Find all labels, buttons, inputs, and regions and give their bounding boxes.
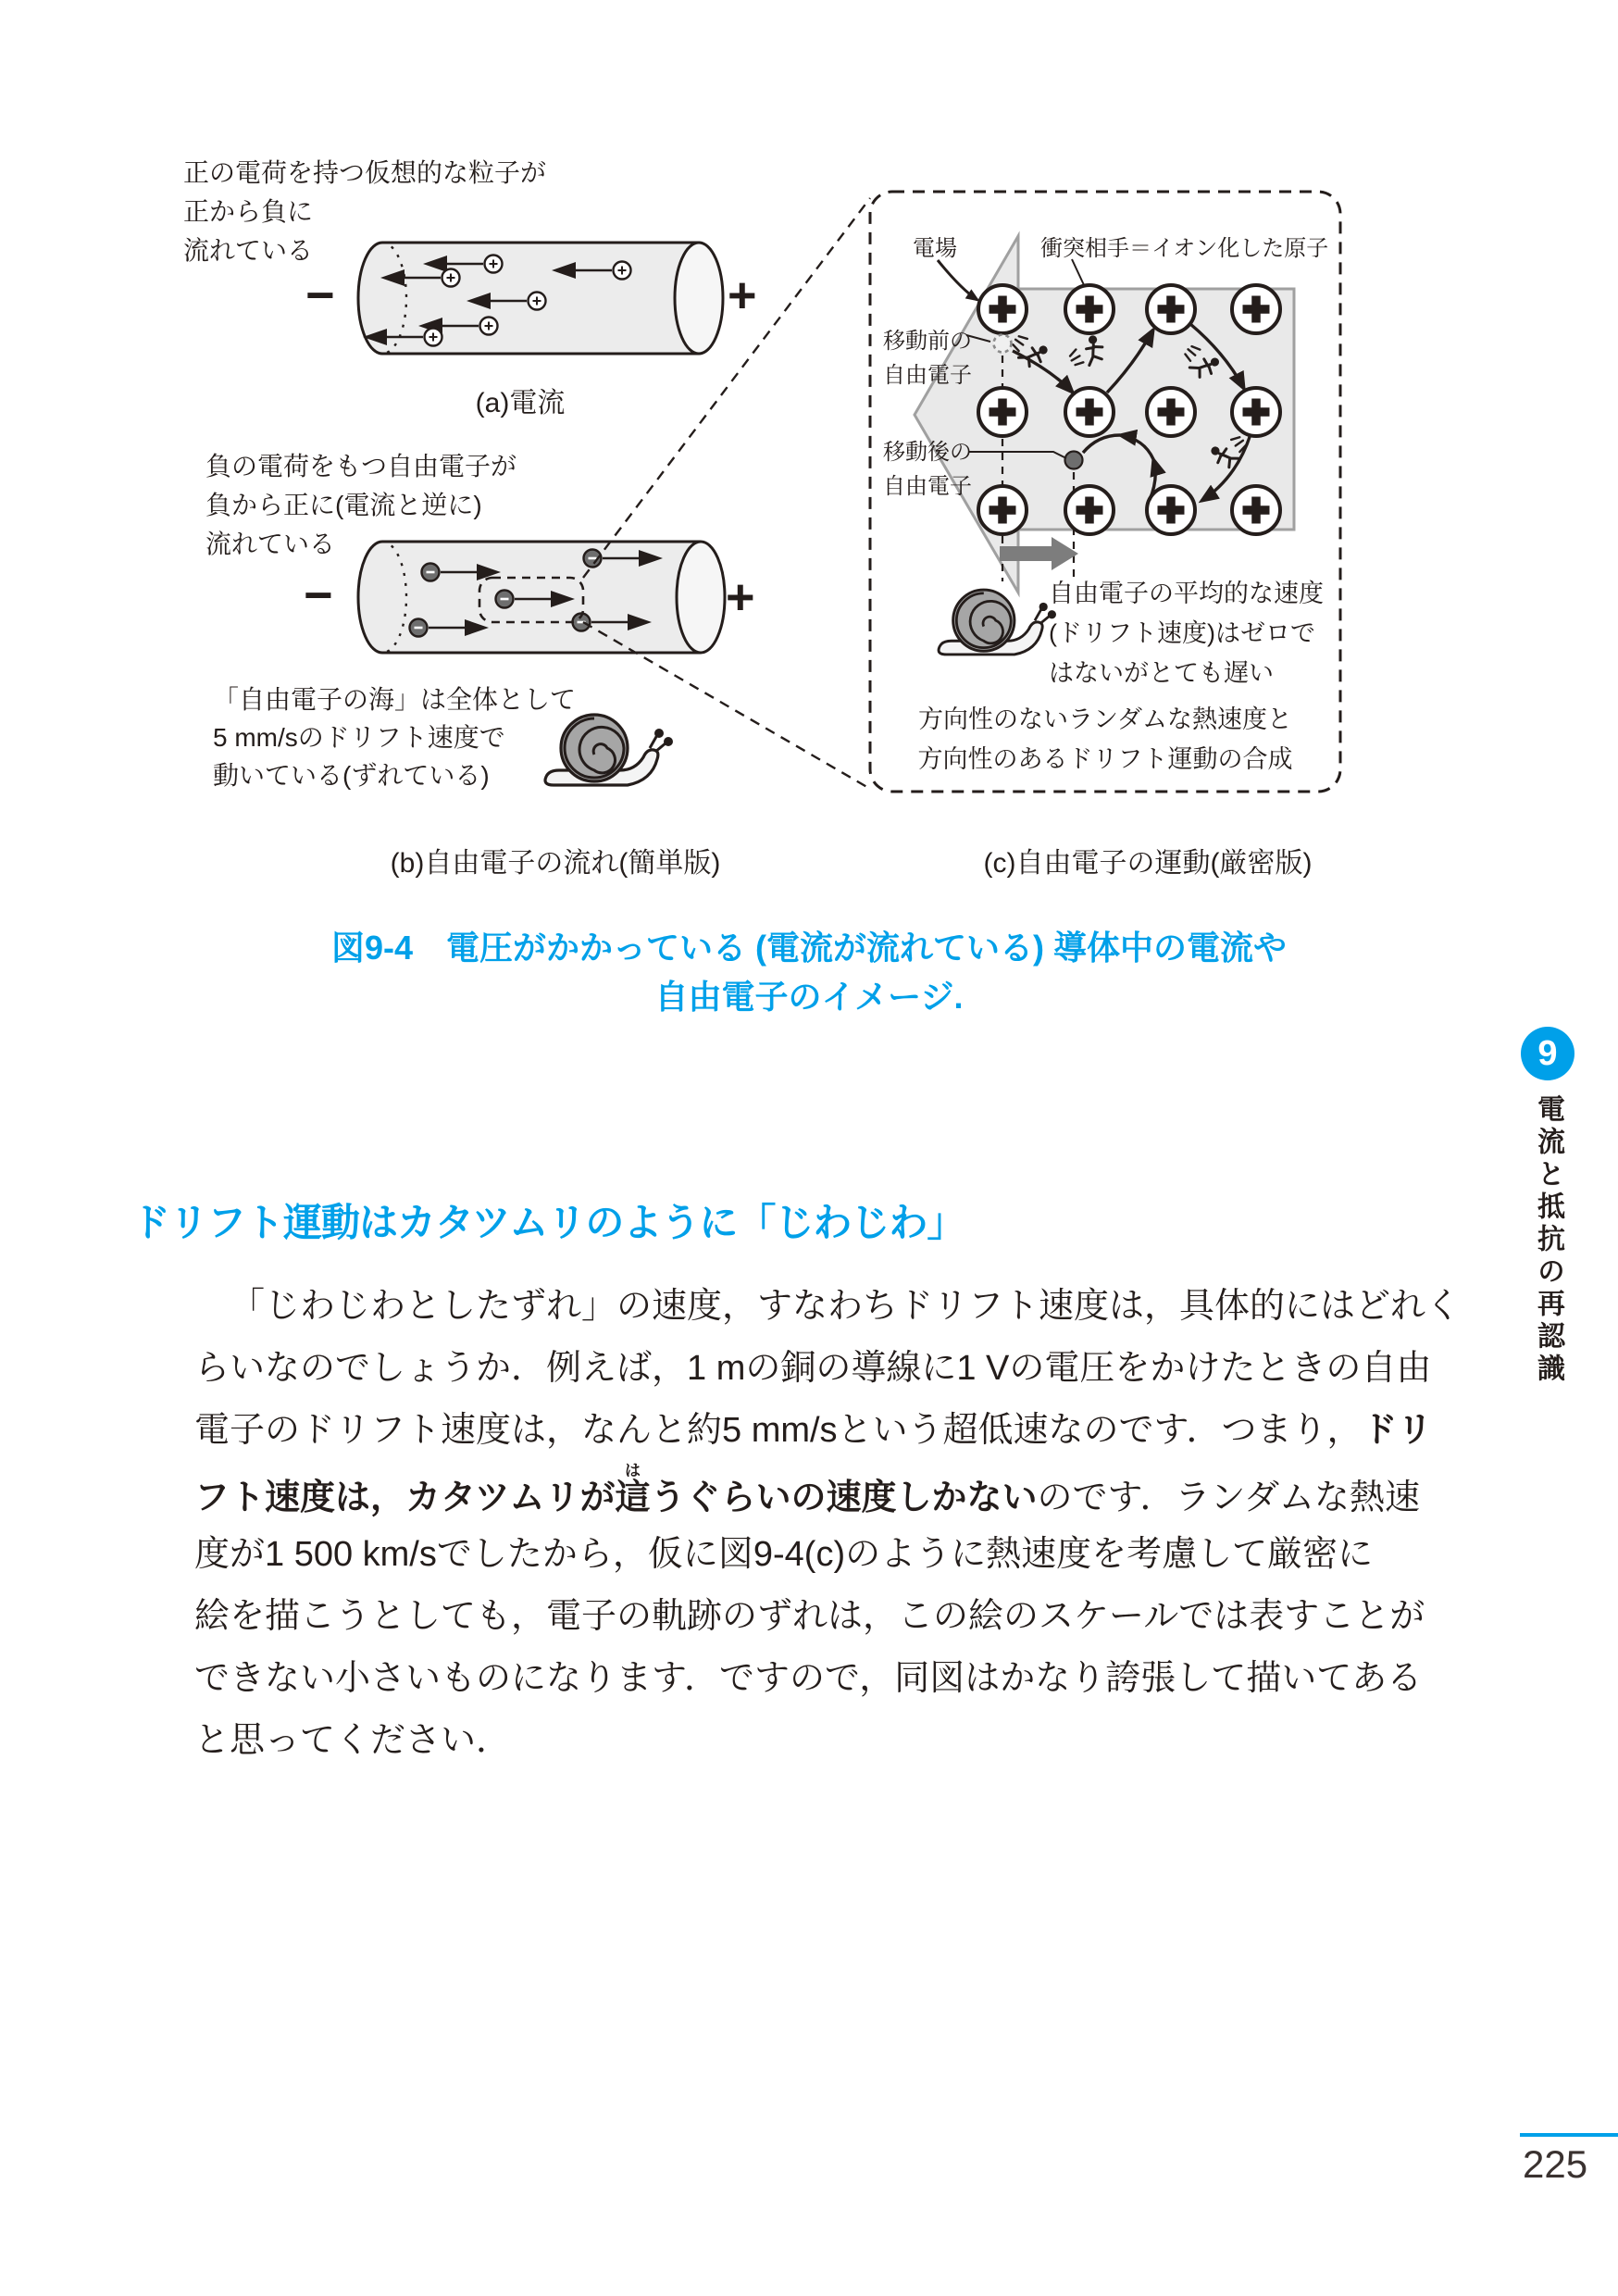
body-text-line: と思ってください． [194, 1721, 512, 1760]
electron-before-icon [994, 335, 1012, 353]
collision-label: 衝突相手＝イオン化した原子 [1040, 236, 1329, 261]
snail-icon [939, 590, 1056, 655]
annotation-line: 方向性のないランダムな熱速度と [918, 705, 1292, 733]
chapter-title-vertical: 電流と抵抗の再認識 [1533, 1094, 1563, 1386]
body-text-line: らいなのでしょうか．例えば，1 mの銅の導線に1 Vの電圧をかけたときの自由 [194, 1349, 1432, 1388]
annotation-line: 方向性のあるドリフト運動の合成 [917, 745, 1293, 773]
text-segment: うぐらいの速度しかない [650, 1479, 1038, 1517]
footer-rule [1520, 2133, 1618, 2137]
body-text-line: 「じわじわとしたずれ」の速度，すなわちドリフト速度は，具体的にはどれく [230, 1287, 1462, 1326]
figure-caption-line1: 図9-4 電圧がかかっている (電流が流れている) 導体中の電流や [330, 929, 1287, 967]
text-segment: 電子のドリフト速度は，なんと約5 mm/sという超低速なのです．つまり， [194, 1411, 1363, 1450]
electron-after-icon [1065, 452, 1083, 469]
annotation-line: 流れている [183, 236, 314, 265]
body-text-line: できない小さいものになります．ですので，同図はかなり誇張して描いてある [194, 1659, 1423, 1698]
minus-terminal-b: − [304, 568, 333, 623]
panel-a-caption: (a)電流 [475, 388, 566, 418]
field-label: 電場 [913, 236, 957, 261]
body-text-line: 度が1 500 km/sでしたから，仮に図9-4(c)のように熱速度を考慮して厳密に [194, 1535, 1374, 1574]
annotation-line: 移動後の [883, 440, 972, 465]
text-segment-bold: ドリ [1362, 1411, 1433, 1450]
panel-b-annotation [205, 447, 517, 564]
annotation-line: 動いている(ずれている) [213, 761, 490, 790]
text-segment: 這 [615, 1479, 651, 1517]
annotation-line: 負の電荷をもつ自由電子が [205, 452, 517, 480]
body-text-line [194, 1400, 1433, 1462]
page-number: 225 [1523, 2142, 1588, 2186]
chapter-number-badge: 9 [1521, 1027, 1574, 1080]
synthesis-note [918, 700, 1293, 780]
annotation-line: 5 mm/sのドリフト速度で [213, 723, 505, 752]
annotation-line: 流れている [205, 530, 336, 558]
annotation-line: 自由電子の平均的な速度 [1049, 580, 1324, 607]
annotation-line: 正の電荷を持つ仮想的な粒子が [183, 158, 547, 187]
annotation-line: 自由電子 [883, 363, 972, 388]
text-segment: フト速度は，カタツムリが [194, 1479, 616, 1517]
plus-terminal-b: + [726, 569, 755, 625]
electron-after-label [883, 435, 972, 504]
panel-b-note [213, 680, 576, 794]
annotation-line: 負から正に(電流と逆に) [205, 491, 482, 519]
panel-a-annotation [183, 154, 546, 270]
annotation-line: 正から負に [183, 197, 314, 226]
body-text-line [194, 1462, 1420, 1529]
annotation-line: 移動前の [883, 329, 972, 354]
annotation-line: 「自由電子の海」は全体として [213, 685, 577, 714]
annotation-line: はないがとても遅い [1049, 659, 1274, 687]
body-text-line: 絵を描こうとしても，電子の軌跡のずれは，この絵のスケールでは表すことが [194, 1597, 1425, 1636]
text-segment: のです．ランダムな熱速 [1037, 1479, 1420, 1517]
plus-terminal-a: + [728, 268, 757, 323]
furigana: は [615, 1462, 651, 1479]
electron-before-label [883, 324, 972, 393]
annotation-line: (ドリフト速度)はゼロで [1049, 619, 1315, 647]
panel-c-caption: (c)自由電子の運動(厳密版) [983, 848, 1313, 879]
text-segment-bold [194, 1462, 1038, 1517]
minus-terminal-a: − [305, 268, 335, 323]
drift-speed-note [1049, 574, 1324, 693]
ruby-annotated-char [615, 1462, 651, 1517]
section-heading: ドリフト運動はカタツムリのように「じわじわ」 [131, 1201, 965, 1244]
figure-caption-line2: 自由電子のイメージ. [654, 978, 964, 1016]
annotation-line: 自由電子 [883, 474, 972, 499]
panel-b-caption: (b)自由電子の流れ(簡単版) [390, 848, 721, 879]
